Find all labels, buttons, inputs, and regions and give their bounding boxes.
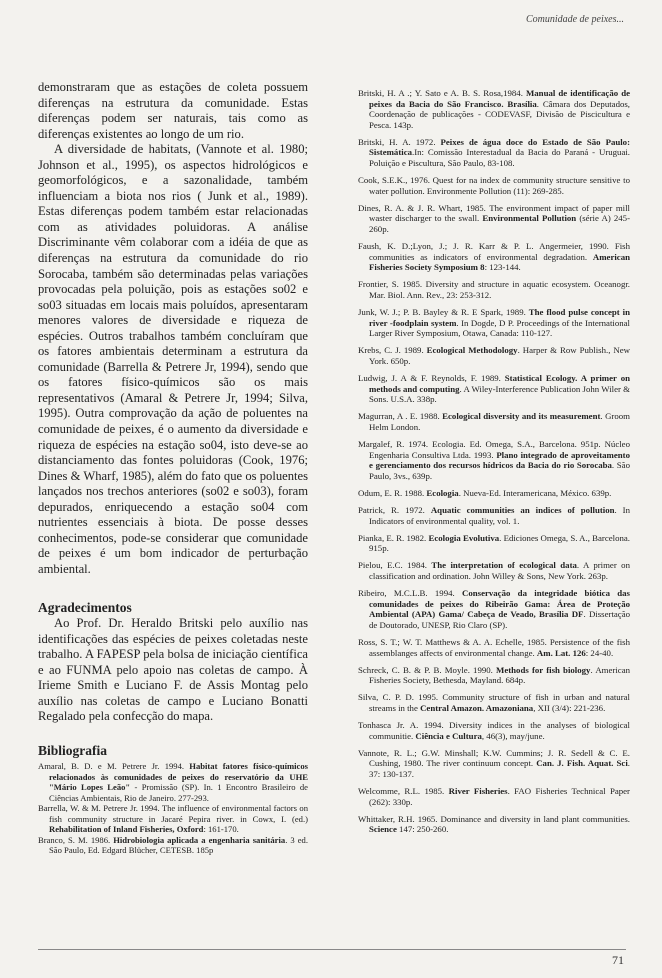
- reference-title: Rehabilitation of Inland Fisheries, Oxford: [49, 824, 204, 835]
- reference-entry: [358, 665, 630, 686]
- bibliography-left-list: [38, 761, 308, 856]
- reference-title: Ecological Methodology: [426, 345, 518, 356]
- reference-details: . In Indicators of environmental quality, vol. 1.: [369, 505, 631, 526]
- reference-entry: [358, 307, 630, 339]
- reference-details: . Nueva-Ed. Interamericana, México. 639p.: [458, 487, 612, 498]
- reference-details: . Dissertação de Doutorado, UNESP, Rio Claro (SP).: [369, 609, 630, 630]
- reference-title: Central Amazon. Amazoniana: [420, 702, 534, 713]
- left-column: [38, 80, 308, 856]
- reference-details: . Harper & Row Publish., New York. 650p.: [369, 345, 630, 366]
- reference-details: . FAO Fisheries Technical Paper (262): 330p.: [369, 785, 630, 807]
- reference-entry: [358, 692, 630, 713]
- reference-entry: [38, 835, 308, 856]
- reference-text: Magurran, A . E. 1988.: [358, 411, 443, 422]
- reference-details: . 37: 130-137.: [369, 758, 630, 779]
- reference-text: Welcomme, R.L. 1985.: [358, 785, 449, 796]
- reference-title: Science: [369, 824, 397, 835]
- reference-text: Margalef, R. 1974. Ecologia. Ed. Omega, S.A., Barcelona. 951p. Núcleo Engenharia Consultiva Ltda. 1993.: [358, 439, 630, 460]
- reference-text: Britski, H. A. 1972.: [358, 136, 441, 147]
- reference-entry: [358, 88, 630, 130]
- reference-text: Whittaker, R.H. 1965. Dominance and diversity in land plant communities.: [358, 813, 630, 824]
- reference-title: Ecological disversity and its measurement: [442, 411, 601, 422]
- reference-text: Ribeiro, M.C.L.B. 1994.: [358, 588, 462, 599]
- reference-text: Krebs, C. J. 1989.: [358, 345, 427, 356]
- page-number: 71: [612, 953, 624, 967]
- reference-title: Peixes de água doce do Estado de São Paulo: Sistemática: [369, 136, 631, 158]
- reference-entry: [358, 373, 630, 405]
- reference-text: Tonhasca Jr. A. 1994. Diversity indices in the analyses of biological communitie.: [358, 720, 630, 741]
- body-paragraph-2: A diversidade de habitats, (Vannote et al. 1980; Johnson et al., 1995), os aspectos hidrológicos e geomorfológicos, e a sazonalidade, também influenciam a biota nos rios ( Junk et al., 1989). Estas diferenças podem também estar relacionadas com as atividades poluidoras. A análise Discriminante vêm colaborar com a idéia de que as diferenças na estrutura da comunidade do rio Sorocaba, também são determinadas pelas variações provocadas pela poluição, pois as estações so02 e so03 situadas em locais mais poluídos, apresentaram menores valores de diversidade e riqueza de espécies. Outros trabalhos também concluíram que os fatores ambientais determinam a estrutura da comunidade (Barrella & Petrere Jr, 1994), sendo que os fatores físico-químicos são os mais representativos (Amaral & Petrere Jr, 1994; Silva, 1995). Outra comprovação da ação de poluentes na comunidade de peixes, é o aumento da diversidade e riqueza de espécies na estação so04, isto deve-se ao distanciamento das fontes poluidoras (Cook, 1976; Dines & Wharf, 1985), além do fato que os poluentes lançados nos trechos anteriores (so02 e so03), foram depurados, enriquecendo a estação so04 com nutrientes essenciais à biota. De posse desses conhecimentos, pode-se considerar que comunidade de peixes é um bom indicador de perturbação ambiental.: [38, 142, 308, 576]
- reference-entry: [358, 411, 630, 432]
- acknowledgements-text: Ao Prof. Dr. Heraldo Britski pelo auxílio nas identificações das espécies de peixes coletadas neste trabalho. A FAPESP pela bolsa de iniciação científica e ao FUNMA pelo apoio nas coletas de campo. À Irieme Smith e Luciano F. de Assis Montag pelo auxílio nas coletas de campo e Luciano Bonatti Regalado pela confecção do mapa.: [38, 616, 308, 724]
- reference-entry: [358, 241, 630, 273]
- reference-text: Patrick, R. 1972.: [358, 505, 431, 515]
- reference-text: Frontier, S. 1985. Diversity and structure in aquatic ecosystem. Oceanogr. Mar. Biol. Ann. Rev., 23: 253-312.: [358, 279, 630, 300]
- reference-details: , XII (3/4): 221-236.: [533, 702, 606, 713]
- reference-title: Ecologia: [426, 487, 459, 498]
- reference-details: . Ediciones Omega, S. A., Barcelona. 915p.: [369, 532, 631, 554]
- reference-text: Faush, K. D.;Lyon, J.; J. R. Karr & P. L. Angermeier, 1990. Fish communities as indicators of environmental degradation.: [358, 241, 630, 262]
- reference-details: .In: Comissão Interestadual da Bacia do Paraná - Uruguai. Poluição e Piscultura, São Paulo, 83-108.: [369, 147, 630, 169]
- reference-entry: [358, 748, 630, 780]
- reference-details: . São Paulo, 3vs., 639p.: [369, 460, 630, 481]
- reference-text: Amaral, B. D. e M. Petrere Jr. 1994.: [38, 761, 190, 772]
- bibliography-right-list: [358, 88, 630, 841]
- reference-entry: [38, 803, 308, 835]
- reference-text: Ross, S. T.; W. T. Matthews & A. A. Echelle, 1985. Persistence of the fish assemblanges affects of environmental change.: [358, 636, 630, 658]
- reference-text: Barrella, W. & M. Petrere Jr. 1994. The influence of environmental factors on fish community structure in Jacaré Pepira river. in Cowx, I. (ed.): [38, 803, 308, 824]
- reference-entry: [358, 588, 630, 630]
- reference-title: River Fisheries: [448, 785, 508, 796]
- reference-title: Conservação da integridade biótica das comunidades de peixes do Ribeirão Gama: Área de Proteção Ambiental (APA) Gama/ Cabeça de Veado, Brasília DF: [369, 588, 630, 620]
- reference-text: Pielou, E.C. 1984.: [358, 560, 432, 571]
- reference-text: Britski, H. A .; Y. Sato e A. B. S. Rosa,1984.: [358, 88, 526, 98]
- reference-text: Junk, W. J.; P. B. Bayley & R. E Spark, 1989.: [358, 307, 529, 318]
- reference-title: American Fisheries Society Symposium 8: [369, 251, 630, 273]
- reference-details: (série A) 245-260p.: [369, 213, 631, 235]
- reference-text: Ludwig, J. A & F. Reynolds, F. 1989.: [358, 373, 505, 384]
- reference-text: Odum, E. R. 1988.: [358, 487, 427, 498]
- reference-details: . American Fisheries Society, Bethesda, Mayland. 684p.: [369, 664, 631, 686]
- reference-entry: [358, 505, 630, 526]
- reference-title: Statistical Ecology. A primer on methods and computing: [369, 373, 630, 394]
- footer-divider: [38, 949, 626, 950]
- reference-entry: [358, 560, 630, 581]
- bibliography-heading: Bibliografia: [38, 742, 108, 758]
- reference-entry: [358, 786, 630, 807]
- reference-title: Ecologia Evolutiva: [428, 532, 500, 543]
- reference-title: The flood pulse concept in river -foodplain system: [369, 307, 630, 328]
- reference-details: - Promissão (SP). In. 1 Encontro Brasileiro de Ciências Ambientais, Rio de Janeiro. 277-293.: [49, 782, 308, 803]
- reference-details: . Câmara dos Deputados, Coordenação de publicações - CODEVASF, Divisão de Piscicultura e Pesca. 143p.: [369, 98, 630, 130]
- reference-title: Manual de identificação de peixes da Bacia do São Francisco. Brasília: [369, 88, 630, 109]
- reference-entry: [358, 175, 630, 196]
- reference-entry: [358, 345, 630, 366]
- reference-title: Habitat fatores físico-químicos relacionados às comunidades de peixes do reservatório da UHE "Mário Lopes Leão": [49, 761, 308, 793]
- reference-title: Ciência e Cultura: [415, 730, 482, 741]
- reference-title: Can. J. Fish. Aquat. Sci: [536, 758, 628, 769]
- reference-entry: [358, 720, 630, 741]
- running-head: Comunidade de peixes...: [525, 14, 624, 25]
- reference-title: Aquatic communities an indices of pollution: [430, 505, 615, 515]
- reference-title: Hidrobiologia aplicada a engenharia sanitária: [113, 834, 286, 845]
- reference-text: Vannote, R. L.; G.W. Minshall; K.W. Cummins; J. R. Sedell & C. E. Cushing, 1980. The river continuum concept.: [358, 747, 630, 769]
- reference-entry: [358, 279, 630, 300]
- reference-text: Schreck, C. B. & P. B. Moyle. 1990.: [358, 664, 497, 675]
- reference-entry: [38, 761, 308, 803]
- reference-text: Silva, C. P. D. 1995. Community structure of fish in urban and natural streams in the: [358, 692, 630, 713]
- reference-details: : 123-144.: [484, 262, 521, 273]
- body-paragraph-1: demonstraram que as estações de coleta possuem diferenças na estrutura da comunidade. Estas diferenças podem ser naturais, tais como as diferenças existentes ao longo de um rio.: [38, 80, 308, 141]
- reference-entry: [358, 533, 630, 554]
- reference-text: Dines, R. A. & J. R. Whart, 1985. The environment impact of paper mill waster discharger to the swall.: [358, 202, 630, 224]
- reference-details: : 161-170.: [203, 824, 239, 835]
- reference-title: Am. Lat. 126: [536, 647, 586, 658]
- reference-details: 147: 250-260.: [396, 824, 449, 835]
- reference-details: . 3 ed. São Paulo, Ed. Edgard Blücher, CETESB. 185p: [49, 834, 308, 856]
- reference-title: The interpretation of ecological data: [431, 560, 577, 571]
- reference-entry: [358, 203, 630, 235]
- reference-text: Branco, S. M. 1986.: [38, 834, 114, 845]
- reference-details: , 46(3), may/june.: [481, 730, 545, 741]
- reference-details: . In Dogde, D P. Proceedings of the International Larger River Symposium, Otawa, Canada: 110-127.: [369, 317, 630, 339]
- reference-entry: [358, 637, 630, 658]
- reference-entry: [358, 137, 630, 169]
- reference-details: . A Wiley-Interference Publication John Wiler & Sons. U.S.A. 338p.: [369, 383, 631, 405]
- reference-title: Environmental Pollution: [482, 213, 577, 224]
- acknowledgements-heading: Agradecimentos: [38, 599, 132, 615]
- reference-text: Pianka, E. R. 1982.: [358, 532, 429, 543]
- reference-details: : 24-40.: [585, 647, 614, 658]
- reference-entry: [358, 439, 630, 481]
- reference-details: . A primer on classification and ordination. John Willey & Sons, New York. 263p.: [369, 560, 630, 581]
- reference-title: Methods for fish biology: [496, 664, 591, 675]
- reference-entry: [358, 814, 630, 835]
- reference-details: . Groom Helm London.: [369, 411, 630, 432]
- reference-text: Cook, S.E.K., 1976. Quest for na index de community structure sensitive to water pollution. Environmente Pollution (11): 269-285.: [358, 175, 630, 196]
- reference-title: Plano integrado de aproveitamento e gerenciamento dos recursos hídricos da Bacia do rio Sorocaba: [369, 449, 630, 471]
- reference-entry: [358, 488, 630, 499]
